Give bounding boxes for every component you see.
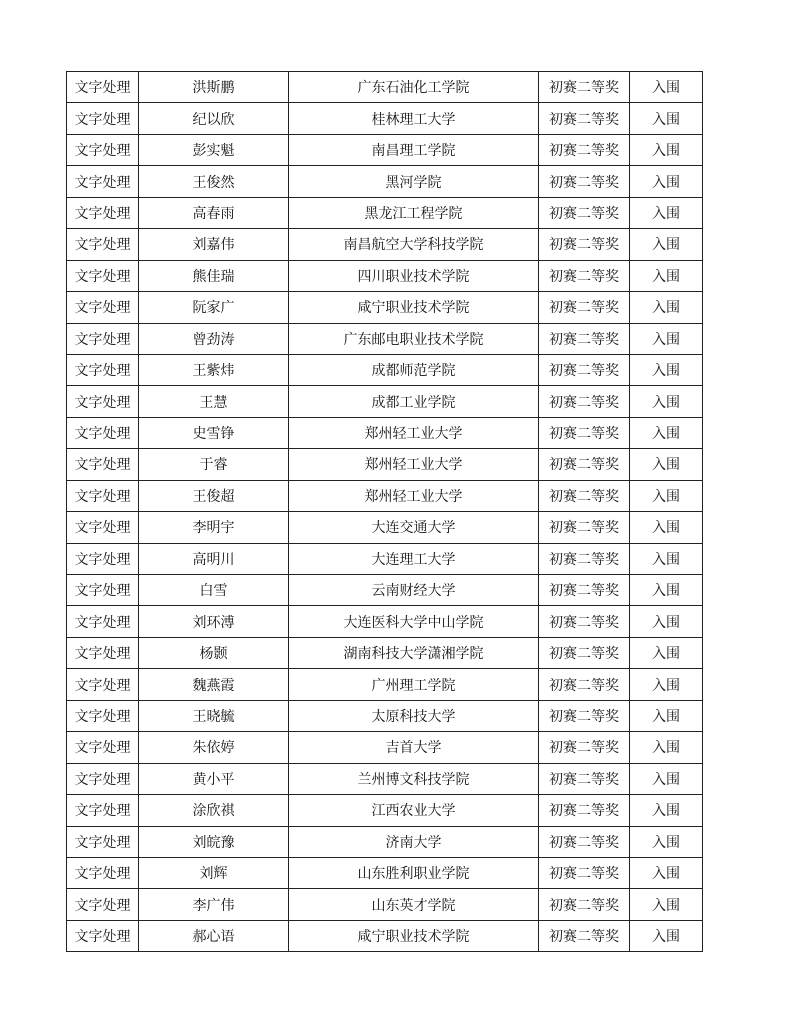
status-cell: 入围 xyxy=(630,732,703,763)
table-row xyxy=(67,763,703,794)
status-cell: 入围 xyxy=(630,543,703,574)
status-cell: 入围 xyxy=(630,826,703,857)
category-cell: 文字处理 xyxy=(67,920,139,951)
status-cell: 入围 xyxy=(630,606,703,637)
school-cell: 桂林理工大学 xyxy=(289,103,539,134)
school-cell: 广东石油化工学院 xyxy=(289,72,539,103)
status-cell: 入围 xyxy=(630,763,703,794)
name-cell: 杨颢 xyxy=(139,637,289,668)
status-cell: 入围 xyxy=(630,417,703,448)
award-cell: 初赛二等奖 xyxy=(539,732,630,763)
name-cell: 曾劲涛 xyxy=(139,323,289,354)
award-cell: 初赛二等奖 xyxy=(539,857,630,888)
award-cell: 初赛二等奖 xyxy=(539,449,630,480)
school-cell: 大连理工大学 xyxy=(289,543,539,574)
name-cell: 刘嘉伟 xyxy=(139,229,289,260)
status-cell: 入围 xyxy=(630,575,703,606)
table-row xyxy=(67,292,703,323)
name-cell: 彭实魁 xyxy=(139,134,289,165)
award-cell: 初赛二等奖 xyxy=(539,826,630,857)
category-cell: 文字处理 xyxy=(67,449,139,480)
school-cell: 太原科技大学 xyxy=(289,700,539,731)
table-row xyxy=(67,732,703,763)
name-cell: 李明宇 xyxy=(139,512,289,543)
status-cell: 入围 xyxy=(630,166,703,197)
school-cell: 四川职业技术学院 xyxy=(289,260,539,291)
table-row xyxy=(67,700,703,731)
status-cell: 入围 xyxy=(630,795,703,826)
award-cell: 初赛二等奖 xyxy=(539,512,630,543)
name-cell: 于睿 xyxy=(139,449,289,480)
award-cell: 初赛二等奖 xyxy=(539,417,630,448)
status-cell: 入围 xyxy=(630,292,703,323)
table-row xyxy=(67,795,703,826)
category-cell: 文字处理 xyxy=(67,606,139,637)
results-table xyxy=(66,71,703,952)
name-cell: 王紫炜 xyxy=(139,354,289,385)
table-row xyxy=(67,857,703,888)
school-cell: 大连医科大学中山学院 xyxy=(289,606,539,637)
school-cell: 郑州轻工业大学 xyxy=(289,480,539,511)
award-cell: 初赛二等奖 xyxy=(539,134,630,165)
category-cell: 文字处理 xyxy=(67,857,139,888)
award-cell: 初赛二等奖 xyxy=(539,103,630,134)
table-row xyxy=(67,512,703,543)
award-cell: 初赛二等奖 xyxy=(539,292,630,323)
name-cell: 高春雨 xyxy=(139,197,289,228)
category-cell: 文字处理 xyxy=(67,826,139,857)
status-cell: 入围 xyxy=(630,386,703,417)
category-cell: 文字处理 xyxy=(67,480,139,511)
name-cell: 王俊超 xyxy=(139,480,289,511)
name-cell: 刘皖豫 xyxy=(139,826,289,857)
school-cell: 山东英才学院 xyxy=(289,889,539,920)
category-cell: 文字处理 xyxy=(67,795,139,826)
award-cell: 初赛二等奖 xyxy=(539,920,630,951)
name-cell: 王俊然 xyxy=(139,166,289,197)
category-cell: 文字处理 xyxy=(67,700,139,731)
school-cell: 咸宁职业技术学院 xyxy=(289,920,539,951)
table-row xyxy=(67,229,703,260)
category-cell: 文字处理 xyxy=(67,732,139,763)
status-cell: 入围 xyxy=(630,449,703,480)
table-row xyxy=(67,480,703,511)
table-row xyxy=(67,606,703,637)
status-cell: 入围 xyxy=(630,889,703,920)
name-cell: 高明川 xyxy=(139,543,289,574)
category-cell: 文字处理 xyxy=(67,763,139,794)
category-cell: 文字处理 xyxy=(67,323,139,354)
award-cell: 初赛二等奖 xyxy=(539,763,630,794)
category-cell: 文字处理 xyxy=(67,260,139,291)
status-cell: 入围 xyxy=(630,857,703,888)
award-cell: 初赛二等奖 xyxy=(539,575,630,606)
category-cell: 文字处理 xyxy=(67,292,139,323)
award-cell: 初赛二等奖 xyxy=(539,543,630,574)
school-cell: 济南大学 xyxy=(289,826,539,857)
award-cell: 初赛二等奖 xyxy=(539,637,630,668)
award-cell: 初赛二等奖 xyxy=(539,166,630,197)
school-cell: 江西农业大学 xyxy=(289,795,539,826)
award-cell: 初赛二等奖 xyxy=(539,700,630,731)
status-cell: 入围 xyxy=(630,197,703,228)
category-cell: 文字处理 xyxy=(67,669,139,700)
status-cell: 入围 xyxy=(630,637,703,668)
name-cell: 史雪铮 xyxy=(139,417,289,448)
table-row xyxy=(67,920,703,951)
school-cell: 吉首大学 xyxy=(289,732,539,763)
award-cell: 初赛二等奖 xyxy=(539,795,630,826)
name-cell: 王慧 xyxy=(139,386,289,417)
category-cell: 文字处理 xyxy=(67,543,139,574)
category-cell: 文字处理 xyxy=(67,889,139,920)
table-row xyxy=(67,197,703,228)
category-cell: 文字处理 xyxy=(67,134,139,165)
award-cell: 初赛二等奖 xyxy=(539,386,630,417)
status-cell: 入围 xyxy=(630,480,703,511)
table-row xyxy=(67,166,703,197)
status-cell: 入围 xyxy=(630,260,703,291)
status-cell: 入围 xyxy=(630,103,703,134)
category-cell: 文字处理 xyxy=(67,72,139,103)
name-cell: 朱依婷 xyxy=(139,732,289,763)
category-cell: 文字处理 xyxy=(67,229,139,260)
school-cell: 兰州博文科技学院 xyxy=(289,763,539,794)
table-row xyxy=(67,449,703,480)
name-cell: 白雪 xyxy=(139,575,289,606)
table-row xyxy=(67,354,703,385)
table-row xyxy=(67,637,703,668)
school-cell: 黑龙江工程学院 xyxy=(289,197,539,228)
school-cell: 南昌理工学院 xyxy=(289,134,539,165)
school-cell: 郑州轻工业大学 xyxy=(289,449,539,480)
status-cell: 入围 xyxy=(630,700,703,731)
status-cell: 入围 xyxy=(630,920,703,951)
table-row xyxy=(67,260,703,291)
award-cell: 初赛二等奖 xyxy=(539,669,630,700)
school-cell: 黑河学院 xyxy=(289,166,539,197)
award-cell: 初赛二等奖 xyxy=(539,72,630,103)
status-cell: 入围 xyxy=(630,229,703,260)
status-cell: 入围 xyxy=(630,72,703,103)
school-cell: 广东邮电职业技术学院 xyxy=(289,323,539,354)
table-row xyxy=(67,417,703,448)
table-row xyxy=(67,826,703,857)
name-cell: 阮家广 xyxy=(139,292,289,323)
school-cell: 广州理工学院 xyxy=(289,669,539,700)
category-cell: 文字处理 xyxy=(67,166,139,197)
award-cell: 初赛二等奖 xyxy=(539,889,630,920)
school-cell: 成都师范学院 xyxy=(289,354,539,385)
category-cell: 文字处理 xyxy=(67,354,139,385)
award-cell: 初赛二等奖 xyxy=(539,197,630,228)
category-cell: 文字处理 xyxy=(67,197,139,228)
award-cell: 初赛二等奖 xyxy=(539,323,630,354)
name-cell: 魏燕霞 xyxy=(139,669,289,700)
category-cell: 文字处理 xyxy=(67,386,139,417)
table-row xyxy=(67,72,703,103)
table-row xyxy=(67,669,703,700)
school-cell: 山东胜利职业学院 xyxy=(289,857,539,888)
name-cell: 李广伟 xyxy=(139,889,289,920)
table-row xyxy=(67,103,703,134)
category-cell: 文字处理 xyxy=(67,575,139,606)
school-cell: 湖南科技大学潇湘学院 xyxy=(289,637,539,668)
table-row xyxy=(67,575,703,606)
school-cell: 郑州轻工业大学 xyxy=(289,417,539,448)
award-cell: 初赛二等奖 xyxy=(539,260,630,291)
name-cell: 涂欣祺 xyxy=(139,795,289,826)
award-cell: 初赛二等奖 xyxy=(539,354,630,385)
name-cell: 纪以欣 xyxy=(139,103,289,134)
category-cell: 文字处理 xyxy=(67,512,139,543)
award-cell: 初赛二等奖 xyxy=(539,480,630,511)
table-row xyxy=(67,889,703,920)
status-cell: 入围 xyxy=(630,134,703,165)
results-table-body xyxy=(67,72,703,952)
status-cell: 入围 xyxy=(630,669,703,700)
name-cell: 洪斯鹏 xyxy=(139,72,289,103)
school-cell: 南昌航空大学科技学院 xyxy=(289,229,539,260)
name-cell: 王晓毓 xyxy=(139,700,289,731)
category-cell: 文字处理 xyxy=(67,103,139,134)
name-cell: 郝心语 xyxy=(139,920,289,951)
table-row xyxy=(67,543,703,574)
name-cell: 熊佳瑞 xyxy=(139,260,289,291)
name-cell: 黄小平 xyxy=(139,763,289,794)
table-row xyxy=(67,323,703,354)
table-row xyxy=(67,386,703,417)
status-cell: 入围 xyxy=(630,323,703,354)
category-cell: 文字处理 xyxy=(67,417,139,448)
award-cell: 初赛二等奖 xyxy=(539,229,630,260)
school-cell: 咸宁职业技术学院 xyxy=(289,292,539,323)
school-cell: 成都工业学院 xyxy=(289,386,539,417)
name-cell: 刘辉 xyxy=(139,857,289,888)
school-cell: 云南财经大学 xyxy=(289,575,539,606)
status-cell: 入围 xyxy=(630,354,703,385)
award-cell: 初赛二等奖 xyxy=(539,606,630,637)
school-cell: 大连交通大学 xyxy=(289,512,539,543)
status-cell: 入围 xyxy=(630,512,703,543)
name-cell: 刘环溥 xyxy=(139,606,289,637)
table-row xyxy=(67,134,703,165)
category-cell: 文字处理 xyxy=(67,637,139,668)
